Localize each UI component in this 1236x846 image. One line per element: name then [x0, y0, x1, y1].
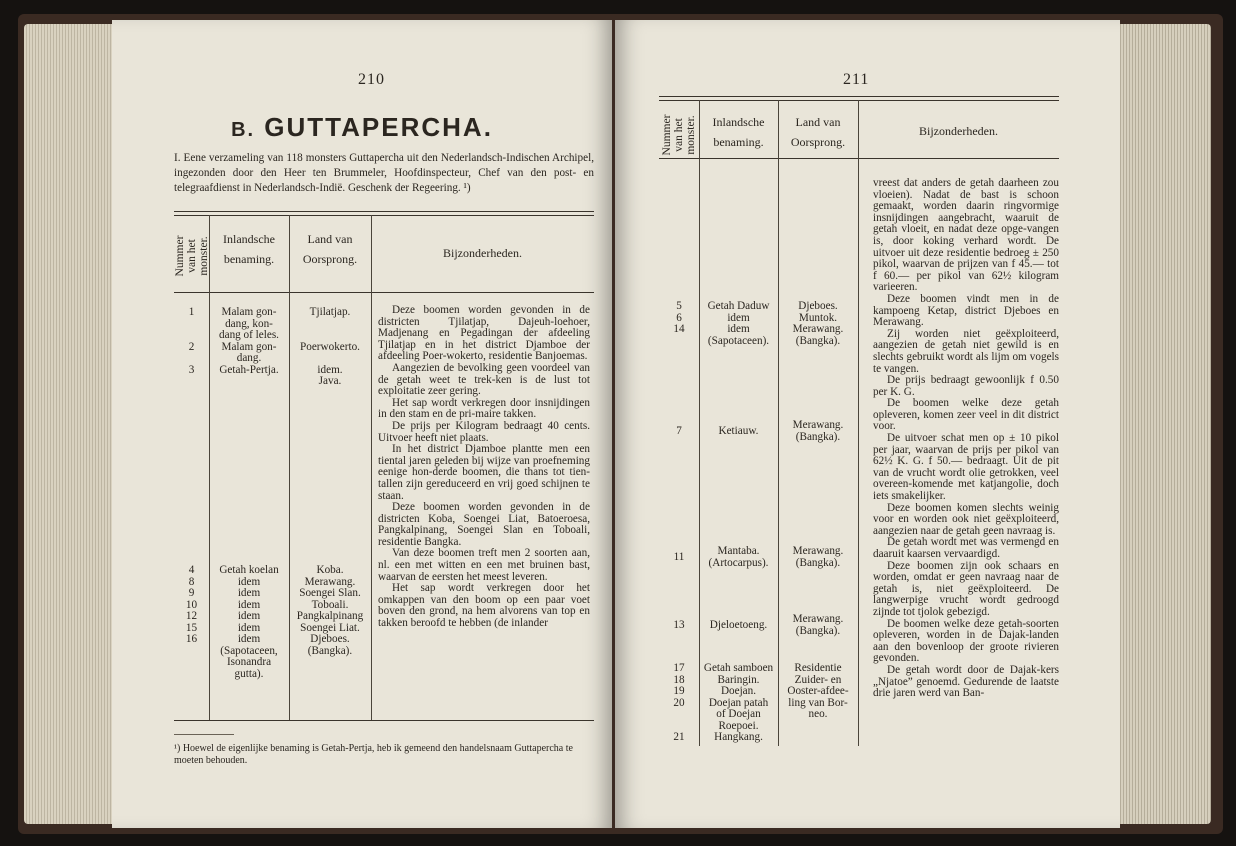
row-origins: Tjilatjap. Poerwokerto. idem. Java. — [300, 306, 360, 387]
details-paragraph: Deze boomen zijn ook schaars en worden, omdat er geen navraag naar de getah is, niet geëxploiteerd. De langwerpige vrucht wordt gedroogd zijnde tot tjolok gebezigd. — [873, 559, 1059, 618]
row-origin: Merawang. (Bangka). — [792, 545, 844, 569]
col-divider — [699, 100, 700, 746]
title-text: GUTTAPERCHA. — [264, 112, 493, 142]
row-number: 11 — [673, 551, 685, 563]
table-header-rule — [174, 292, 594, 293]
details-paragraph: De prijs bedraagt gewoonlijk f 0.50 per K. G. — [873, 374, 1059, 398]
row-names: Malam gon- dang, kon- dang of leles. Malam gon- dang. Getah-Pertja. — [219, 306, 279, 376]
row-origins-2: Koba. Merawang. Soengei Slan. Toboali. Pangkalpinang Soengei Liat. Djeboes. (Bangka). — [296, 564, 364, 657]
details-paragraph: In het district Djamboe plantte men een tiental jaren geleden bij wijze van proefneming eenige hon-derde boomen, die thans tot tien-tallen zijn gereduceerd en vrij goed schijnen te staan. — [378, 443, 590, 502]
row-names-2: Getah koelan idem idem idem idem idem idem (Sapotaceen, Isonandra gutta). — [219, 564, 279, 680]
header-details: Bijzonderheden. — [919, 124, 998, 138]
details-paragraph: De boomen welke deze getah-soorten opleveren, worden in de Dajak-landen aan den bovenloop der groote rivieren gevonden. — [873, 617, 1059, 665]
details-paragraph: Deze boomen komen slechts weinig voor en worden ook niet geëxploiteerd, aangezien naar de getah geen navraag is. — [873, 501, 1059, 537]
header-origin: Land van Oorsprong. — [790, 115, 846, 149]
details-paragraph: Aangezien de bevolking geen voordeel van de getah weet te trek-ken is de lust tot exploitatie zeer gering. — [378, 361, 590, 398]
title-prefix: B. — [231, 119, 256, 141]
row-origin: Djeboes. Muntok. Merawang. (Bangka). — [792, 300, 844, 347]
table-top-rule — [659, 96, 1059, 97]
details-paragraph: Deze boomen worden gevonden in de districten Tjilatjap, Dajeuh-loehoer, Madjenang en Pegadingan der afdeeling Tjilatjap en in het district Djamboe der afdeeling Poer-wokerto, residentie Banjoemas. — [378, 304, 590, 363]
footnote: ¹) Hoewel de eigenlijke benaming is Getah-Pertja, heb ik gemeend den handelsnaam Guttapercha te moeten behouden. — [174, 743, 573, 766]
row-name: Ketiauw. — [718, 425, 759, 437]
header-details: Bijzonderheden. — [443, 246, 522, 260]
row-name: Djeloetoeng. — [709, 619, 768, 631]
row-name: Getah samboen Baringin. Doejan. Doejan patah of Doejan Roepoei. Hangkang. — [703, 662, 774, 743]
row-origin: Residentie Zuider- en Ooster-afdee- ling van Bor- neo. — [787, 662, 849, 720]
header-origin: Land van Oorsprong. — [302, 232, 358, 266]
col-divider — [371, 215, 372, 720]
row-origin: Merawang. (Bangka). — [792, 419, 844, 443]
table-top-rule-2 — [174, 215, 594, 216]
row-number: 5 6 14 — [673, 300, 685, 335]
page-number: 210 — [358, 71, 385, 88]
details-paragraph: Het sap wordt verkregen door het omkappen van den boom op een paar voet boven den grond, na hem alvorens van top en takken beroofd te hebben (de inlander — [378, 582, 590, 630]
row-numbers: 1 2 3 — [188, 306, 195, 376]
details-paragraph: Van deze boomen treft men 2 soorten aan, nl. een met witten en een met bruinen bast, waarvan de eersten het meest leveren. — [378, 547, 590, 583]
row-name: Mantaba. (Artocarpus). — [708, 545, 769, 569]
right-page-edges — [1115, 24, 1211, 824]
details-paragraph: De getah wordt door de Dajak-kers „Njatoe” genoemd. Gedurende de laatste drie jaren werd van Ban- — [873, 663, 1059, 700]
details-paragraph: Deze boomen worden gevonden in de districten Koba, Soengei Liat, Batoeroesa, Pangkalpinang, Soengei Slan en Toboali, residentie Bangka. — [378, 501, 590, 548]
row-numbers-2: 4 8 9 10 12 15 16 — [185, 564, 198, 645]
details-paragraph: vreest dat anders de getah daarheen zou vloeien). Nadat de bast is schoon gemaakt, worden daarin ringvormige insnijdingen aangebracht, waaruit de getah vloeit, en nadat deze opge-vangen is, door koking verhard wordt. De uitvoer uit deze residentie bedroeg ± 250 pikol, waarvan de prijzen van f 45.— tot f 60.— per pikol van 62½ kilogram varieeren. — [873, 177, 1059, 294]
details-paragraph: De uitvoer schat men op ± 10 pikol per jaar, waarvan de prijs per pikol van 62½ K. G. f 50.— bedraagt. Uit de pit van de vrucht wordt olie getrokken, veel overeen-komende met katjangolie, doch iets smakelijker. — [873, 432, 1059, 503]
table-top-rule — [174, 211, 594, 212]
row-origin: Merawang. (Bangka). — [792, 613, 844, 637]
details-paragraph: Het sap wordt verkregen door insnijdingen in den stam en de pri-maire takken. — [378, 396, 590, 421]
row-number: 17 18 19 20 21 — [673, 662, 685, 743]
header-name: Inlandsche benaming. — [712, 115, 765, 149]
footnote-rule — [174, 734, 234, 735]
row-number: 13 — [673, 619, 685, 631]
header-num: Nummer van het monster. — [661, 114, 697, 156]
left-page — [112, 20, 612, 828]
left-page-edges — [24, 24, 114, 824]
col-divider — [858, 100, 859, 746]
row-name: Getah Daduw idem idem (Sapotaceen). — [707, 300, 770, 347]
table-top-rule-2 — [659, 100, 1059, 101]
page-number: 211 — [843, 71, 870, 88]
intro-paragraph: I. Eene verzameling van 118 monsters Guttapercha uit den Nederlandsch-Indischen Archipel, ingezonden door den Heer ten Brummeler, Hoofdinspecteur, Chef van den post- en telegraafdienst in Nederlandsch-Indië. Geschenk der Regeering. ¹) — [174, 152, 594, 194]
details-paragraph: De getah wordt met was vermengd en daaruit kaarsen vervaardigd. — [873, 536, 1059, 560]
details-paragraph: De prijs per Kilogram bedraagt 40 cents. Uitvoer heeft niet plaats. — [378, 419, 590, 444]
table-header-rule — [659, 158, 1059, 159]
details-paragraph: Zij worden niet geëxploiteerd, aangezien de getah niet gewild is en slechts gebruikt wordt als lijm om vogels te vangen. — [873, 327, 1059, 375]
details-column — [873, 178, 1059, 700]
right-page — [615, 20, 1120, 828]
row-number: 7 — [676, 425, 682, 437]
details-column — [378, 305, 590, 630]
details-paragraph: Deze boomen vindt men in de kampoeng Ketap, district Djeboes en Merawang. — [873, 292, 1059, 329]
details-paragraph: De boomen welke deze getah opleveren, komen zeer veel in dit district voor. — [873, 397, 1059, 433]
header-name: Inlandsche benaming. — [223, 232, 275, 266]
header-num: Nummer van het monster. — [174, 235, 210, 277]
page-title — [112, 112, 612, 143]
table-bottom-rule — [174, 720, 594, 721]
